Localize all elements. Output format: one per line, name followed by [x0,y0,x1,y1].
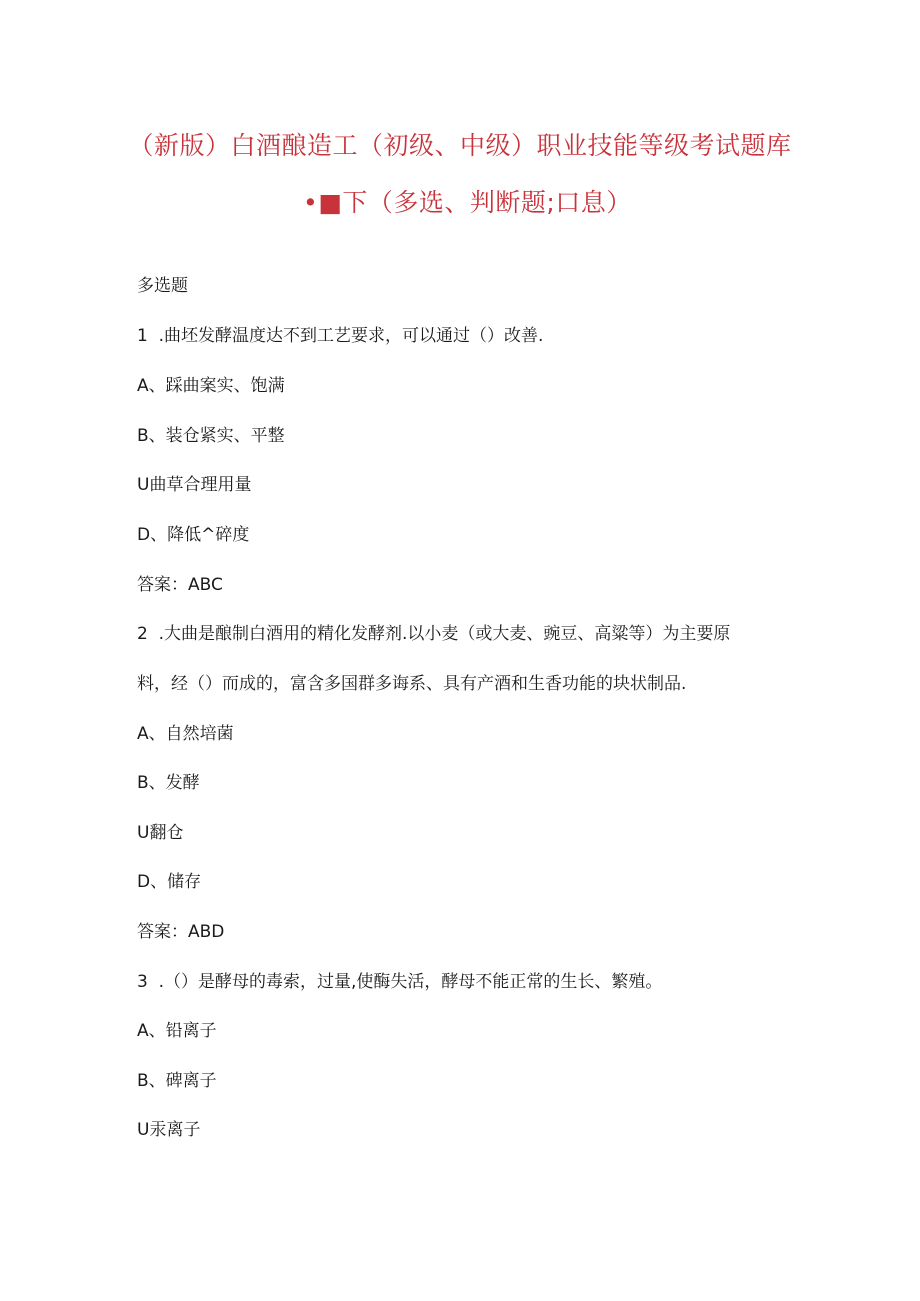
question-1-answer: 答案：ABC [137,575,223,595]
section-label: 多选题 [137,276,188,296]
question-1-option-c: U曲草合理用量 [137,475,252,495]
question-3-text: 3 .（）是酵母的毒索，过量,使酶失活，酵母不能正常的生长、繁殖。 [137,972,663,992]
question-1-option-d: D、降低^碎度 [137,525,250,545]
question-1-option-b: B、装仓紧实、平整 [137,426,285,446]
question-2-option-c: U翻仓 [137,823,184,843]
question-3-option-a: A、铅离子 [137,1021,217,1041]
question-2-text-line-2: 料，经（）而成的，富含多国群多诲系、具有产酒和生香功能的块状制品. [137,674,687,694]
question-2-option-b: B、发酵 [137,773,200,793]
question-2-answer: 答案：ABD [137,922,225,942]
question-2-option-d: D、储存 [137,872,202,892]
question-3-option-c: U汞离子 [137,1120,201,1140]
question-2-option-a: A、自然培菌 [137,724,234,744]
document-title-line-1: （新版）白酒酿造工（初级、中级）职业技能等级考试题库 [128,131,792,160]
document-title-line-2: •■下（多选、判断题;口息） [303,188,632,217]
question-2-text-line-1: 2 .大曲是酿制白酒用的精化发酵剂.以小麦（或大麦、豌豆、高粱等）为主要原 [137,624,731,644]
question-3-option-b: B、碑离子 [137,1071,217,1091]
question-1-text: 1 .曲坯发酵温度达不到工艺要求，可以通过（）改善. [137,326,544,346]
question-1-option-a: A、踩曲案实、饱满 [137,376,285,396]
